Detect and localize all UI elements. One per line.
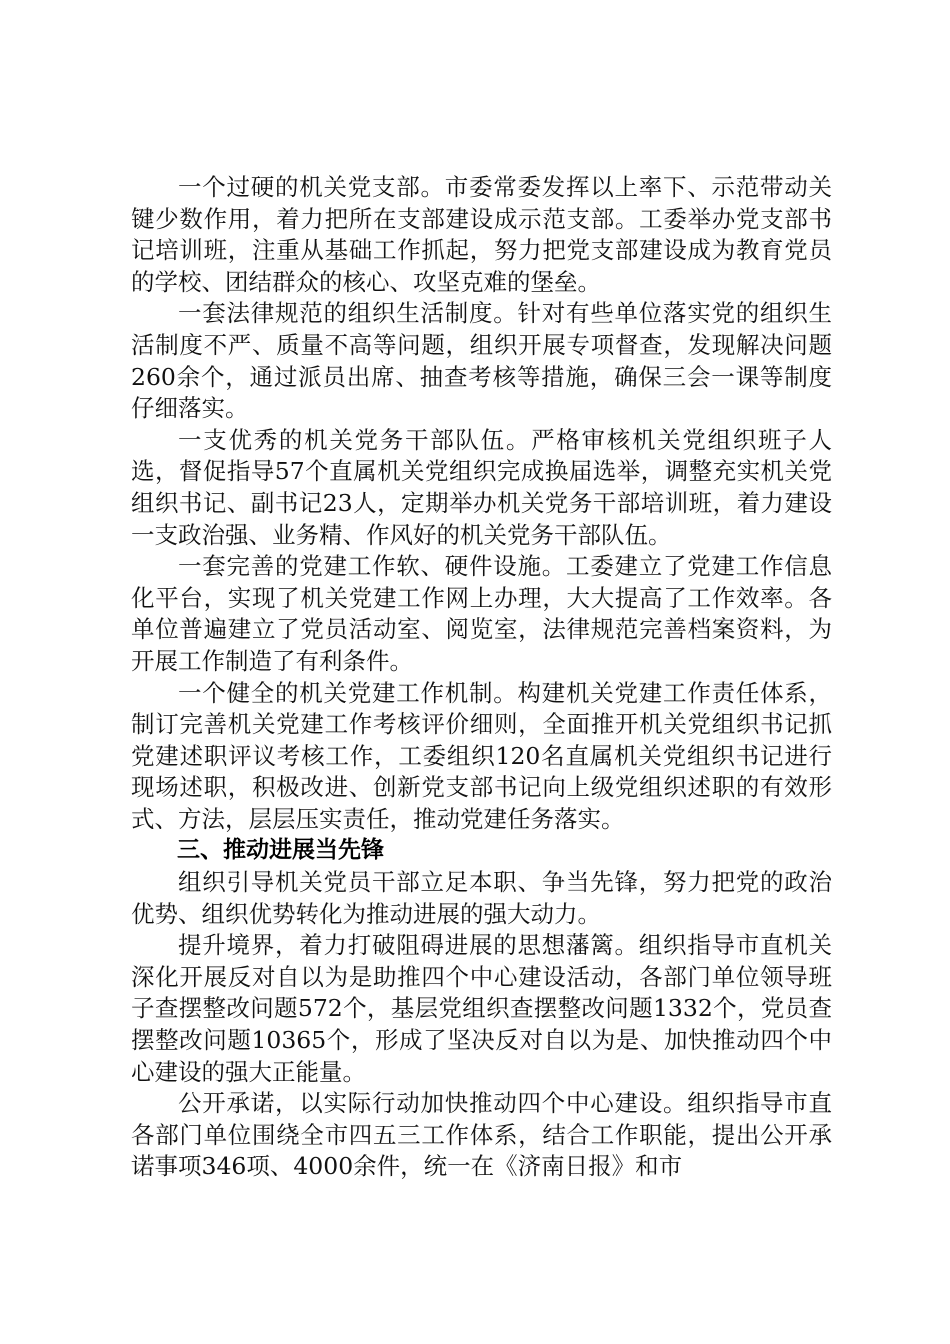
document-page [131, 172, 832, 1183]
paragraph-organizational-life: 一套法律规范的组织生活制度。针对有些单位落实党的组织生活制度不严、质量不高等问题，组织开展专项督查，发现解决问题260余个，通过派员出席、抽查考核等措施，确保三会一课等制度仔细落实。 [131, 299, 832, 423]
paragraph-party-branch: 一个过硬的机关党支部。市委常委发挥以上率下、示范带动关键少数作用，着力把所在支部建设成示范支部。工委举办党支部书记培训班，注重从基础工作抓起，努力把党支部建设成为教育党员的学校、团结群众的核心、攻坚克难的堡垒。 [131, 173, 832, 296]
paragraph-facilities: 一套完善的党建工作软、硬件设施。工委建立了党建工作信息化平台，实现了机关党建工作网上办理，大大提高了工作效率。各单位普遍建立了党员活动室、阅览室，法律规范完善档案资料，为开展工作制造了有利条件。 [131, 552, 832, 675]
paragraph-work-mechanism: 一个健全的机关党建工作机制。构建机关党建工作责任体系，制订完善机关党建工作考核评价细则，全面推开机关党组织书记抓党建述职评议考核工作，工委组织120名直属机关党组织书记进行现场述职，积极改进、创新党支部书记向上级党组织述职的有效形式、方法，层层压实责任，推动党建任务落实。 [131, 678, 832, 833]
paragraph-public-commitment: 公开承诺，以实际行动加快推动四个中心建设。组织指导市直各部门单位围绕全市四五三工作体系，结合工作职能，提出公开承诺事项346项、4000余件，统一在《济南日报》和市 [131, 1089, 832, 1181]
section-heading: 三、推动进展当先锋 [177, 837, 384, 864]
paragraph-section-intro: 组织引导机关党员干部立足本职、争当先锋，努力把党的政治优势、组织优势转化为推动进展的强大动力。 [131, 868, 832, 928]
paragraph-party-cadre-team: 一支优秀的机关党务干部队伍。严格审核机关党组织班子人选，督促指导57个直属机关党组织完成换届选举，调整充实机关党组织书记、副书记23人，定期举办机关党务干部培训班，着力建设一支政治强、业务精、作风好的机关党务干部队伍。 [131, 425, 832, 549]
paragraph-raise-awareness: 提升境界，着力打破阻碍进展的思想藩篱。组织指导市直机关深化开展反对自以为是助推四个中心建设活动，各部门单位领导班子查摆整改问题572个，基层党组织查摆整改问题1332个，党员查摆整改问题10365个，形成了坚决反对自以为是、加快推动四个中心建设的强大正能量。 [131, 931, 832, 1086]
